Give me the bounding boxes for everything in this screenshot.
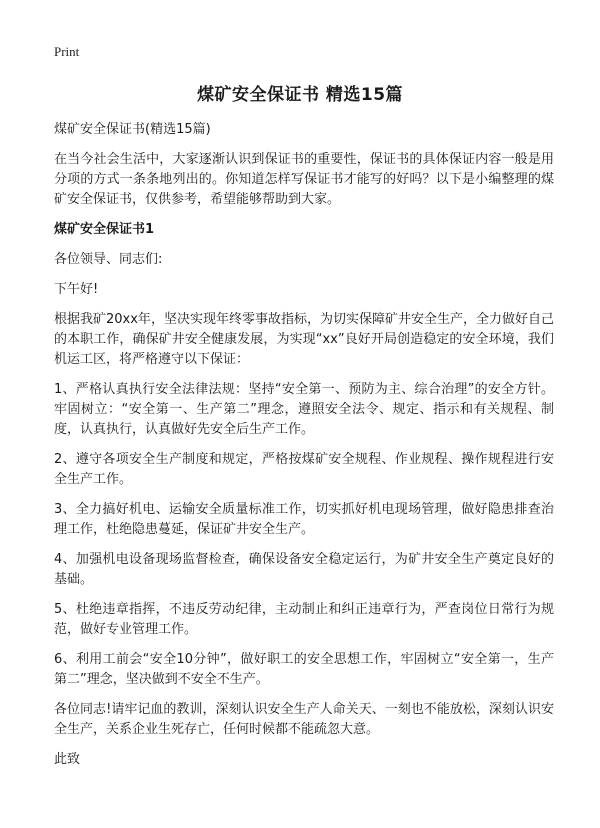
section-heading: 煤矿安全保证书1	[54, 222, 155, 237]
sign-off: 此致	[54, 752, 81, 767]
document-subtitle: 煤矿安全保证书(精选15篇)	[54, 122, 211, 137]
document-body	[54, 120, 554, 780]
closing-paragraph: 各位同志!请牢记血的教训，深刻认识安全生产人命关天、一刻也不能放松，深刻认识安全生产，关系企业生死存亡，任何时候都不能疏忽大意。	[54, 702, 554, 737]
list-item: 4、加强机电设备现场监督检查，确保设备安全稳定运行，为矿井安全生产奠定良好的基础。	[54, 552, 554, 587]
salutation: 各位领导、同志们:	[54, 252, 163, 267]
opening-paragraph: 根据我矿20xx年，坚决实现年终零事故指标，为切实保障矿井安全生产，全力做好自己的本职工作，确保矿井安全健康发展，为实现“xx”良好开局创造稳定的安全环境，我们机运工区，将严格遵守以下保证：	[54, 312, 554, 367]
print-link[interactable]: Print	[54, 44, 80, 59]
list-item: 1、严格认真执行安全法律法规：坚持“安全第一、预防为主、综合治理”的安全方针。牢固树立：“安全第一、生产第二”理念，遵照安全法令、规定、指示和有关规程、制度，认真执行，认真做好先安全后生产工作。	[54, 382, 554, 437]
intro-paragraph: 在当今社会生活中，大家逐渐认识到保证书的重要性，保证书的具体保证内容一般是用分项的方式一条条地列出的。你知道怎样写保证书才能写的好吗？以下是小编整理的煤矿安全保证书，仅供参考，希望能够帮助到大家。	[54, 152, 554, 207]
document-title: 煤矿安全保证书 精选15篇	[196, 85, 404, 105]
list-item: 2、遵守各项安全生产制度和规定，严格按煤矿安全规程、作业规程、操作规程进行安全生产工作。	[54, 452, 554, 487]
greeting: 下午好!	[54, 282, 99, 297]
list-item: 6、利用工前会“安全10分钟”，做好职工的安全思想工作，牢固树立“安全第一，生产第二”理念，坚决做到不安全不生产。	[54, 652, 554, 687]
list-item: 5、杜绝违章指挥，不违反劳动纪律，主动制止和纠正违章行为，严查岗位日常行为规范，做好专业管理工作。	[54, 602, 554, 637]
list-item: 3、全力搞好机电、运输安全质量标准工作，切实抓好机电现场管理，做好隐患排查治理工作，杜绝隐患蔓延，保证矿井安全生产。	[54, 502, 554, 537]
